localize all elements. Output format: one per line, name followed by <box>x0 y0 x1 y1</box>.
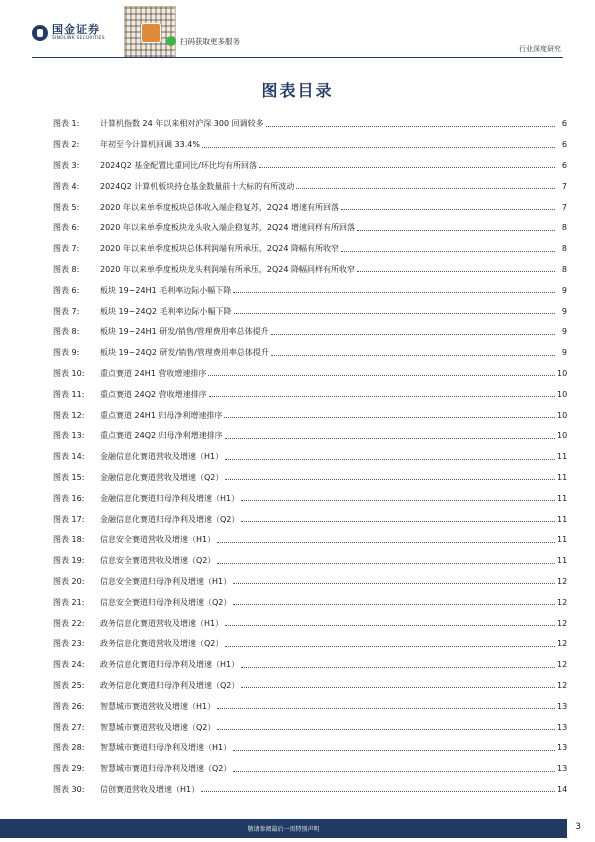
toc-entry[interactable] <box>53 488 567 509</box>
toc-entry-page: 11 <box>557 514 568 524</box>
toc-entry-label: 图表 7: <box>53 244 80 254</box>
toc-entry-label: 图表 21: <box>53 597 85 607</box>
toc-entry[interactable] <box>53 426 567 447</box>
toc-entry-page: 12 <box>557 639 568 649</box>
toc-entry-page: 6 <box>561 160 567 170</box>
toc-entry-title: 金融信息化赛道营收及增速（Q2） <box>100 472 224 482</box>
toc-entry-title: 重点赛道 24Q2 归母净利增速排序 <box>100 431 223 441</box>
toc-entry-title: 2020 年以来单季度板块总体利润端有所承压，2Q24 降幅有所收窄 <box>100 244 340 254</box>
toc-entry-title: 金融信息化赛道归母净利及增速（H1） <box>100 493 240 503</box>
toc-dot-leader <box>208 369 555 376</box>
toc-entry[interactable] <box>53 197 567 218</box>
toc-entry-label: 图表 3: <box>53 160 80 170</box>
toc-entry-page: 12 <box>557 597 568 607</box>
toc-entry-title: 金融信息化赛道营收及增速（H1） <box>100 452 224 462</box>
toc-entry-label: 图表 16: <box>53 493 85 503</box>
toc-dot-leader <box>209 390 555 397</box>
toc-dot-leader <box>241 661 555 668</box>
toc-entry-page: 12 <box>557 680 568 690</box>
toc-dot-leader <box>225 619 555 626</box>
logo-text <box>52 24 105 42</box>
toc-entry[interactable] <box>53 135 567 156</box>
toc-dot-leader <box>341 203 555 210</box>
toc-entry[interactable] <box>53 551 567 572</box>
toc-entry[interactable] <box>53 759 567 780</box>
toc-entry[interactable] <box>53 218 567 239</box>
toc-dot-leader <box>217 557 555 564</box>
toc-dot-leader <box>217 702 555 709</box>
toc-dot-leader <box>357 265 555 272</box>
toc-title: 图表目录 <box>261 81 334 100</box>
toc-dot-leader <box>341 245 555 252</box>
toc-dot-leader <box>266 120 555 127</box>
toc-entry-page: 9 <box>561 327 567 337</box>
toc-entry[interactable] <box>53 260 567 281</box>
toc-dot-leader <box>357 224 555 231</box>
toc-entry-page: 13 <box>557 722 568 732</box>
qr-code-icon[interactable] <box>124 6 176 58</box>
toc-entry-label: 图表 22: <box>53 618 85 628</box>
toc-entry-title: 重点赛道 24H1 归母净利增速排序 <box>100 410 223 420</box>
toc-entry-page: 9 <box>561 306 567 316</box>
toc-entry[interactable] <box>53 572 567 593</box>
toc-entry[interactable] <box>53 738 567 759</box>
toc-dot-leader <box>233 744 555 751</box>
toc-entry-page: 8 <box>561 244 567 254</box>
toc-entry[interactable] <box>53 592 567 613</box>
toc-entry-label: 图表 12: <box>53 410 85 420</box>
logo-mark-icon <box>32 25 48 41</box>
toc-entry-label: 图表 15: <box>53 472 85 482</box>
scan-service-text: 扫码获取更多服务 <box>180 37 240 46</box>
company-logo <box>32 24 105 42</box>
toc-entry-page: 12 <box>557 576 568 586</box>
toc-entry-page: 7 <box>561 202 567 212</box>
toc-entry-page: 13 <box>557 764 568 774</box>
toc-entry-title: 信息安全赛道营收及增速（Q2） <box>100 556 216 566</box>
logo-cn: 国金证券 <box>52 23 100 36</box>
toc-entry-label: 图表 26: <box>53 701 85 711</box>
qr-center-logo-icon <box>141 23 161 43</box>
toc-entry-label: 图表 29: <box>53 764 85 774</box>
toc-entry-label: 图表 2: <box>53 140 80 150</box>
toc-entry-label: 图表 6: <box>53 285 80 295</box>
toc-entry-title: 2020 年以来单季度板块龙头收入端企稳复苏，2Q24 增速同样有所回落 <box>100 223 356 233</box>
toc-entry-page: 10 <box>557 410 568 420</box>
toc-dot-leader <box>224 411 555 418</box>
toc-entry-page: 6 <box>561 119 567 129</box>
footer-disclaimer-link[interactable]: 敬请参阅最后一页特别声明 <box>247 826 320 833</box>
toc-entry[interactable] <box>53 530 567 551</box>
page-header <box>0 0 595 62</box>
report-type-label: 行业深度研究 <box>519 45 561 53</box>
toc-dot-leader <box>296 182 555 189</box>
page-number: 3 <box>575 822 581 832</box>
toc-entry[interactable] <box>53 696 567 717</box>
toc-entry-title: 智慧城市赛道归母净利及增速（H1） <box>100 743 232 753</box>
toc-entry-title: 2024Q2 基金配置比重同比/环比均有所回落 <box>100 160 257 170</box>
toc-entry[interactable] <box>53 447 567 468</box>
toc-entry[interactable] <box>53 405 567 426</box>
toc-entry-label: 图表 27: <box>53 722 85 732</box>
toc-entry-label: 图表 7: <box>53 306 80 316</box>
toc-entry-title: 年初至今计算机回调 33.4% <box>100 140 200 150</box>
toc-entry-title: 信息安全赛道营收及增速（H1） <box>100 535 216 545</box>
toc-entry-page: 10 <box>557 368 568 378</box>
toc-entry[interactable] <box>53 343 567 364</box>
toc-dot-leader <box>259 161 555 168</box>
toc-entry-title: 智慧城市赛道营收及增速（H1） <box>100 701 216 711</box>
toc-entry-title: 2024Q2 计算机板块持仓基金数量前十大标的有所波动 <box>100 181 295 191</box>
toc-entry-label: 图表 17: <box>53 514 85 524</box>
toc-entry[interactable] <box>53 509 567 530</box>
toc-entry-title: 重点赛道 24Q2 营收增速排序 <box>100 389 207 399</box>
toc-dot-leader <box>271 349 555 356</box>
toc-entry-page: 11 <box>557 556 568 566</box>
toc-entry-title: 2020 年以来单季度板块龙头利润端有所承压，2Q24 降幅同样有所收窄 <box>100 264 356 274</box>
toc-entry[interactable] <box>53 676 567 697</box>
toc-entry-title: 信息安全赛道归母净利及增速（H1） <box>100 576 232 586</box>
toc-entry-page: 11 <box>557 472 568 482</box>
toc-entry[interactable] <box>53 780 567 801</box>
toc-entry[interactable] <box>53 156 567 177</box>
toc-dot-leader <box>225 640 555 647</box>
toc-entry-label: 图表 1: <box>53 119 80 129</box>
toc-dot-leader <box>271 328 555 335</box>
toc-entry-page: 9 <box>561 285 567 295</box>
toc-entry-label: 图表 8: <box>53 327 80 337</box>
toc-entry-page: 10 <box>557 389 568 399</box>
toc-entry-title: 板块 19~24H1 毛利率边际小幅下降 <box>100 285 232 295</box>
toc-entry[interactable] <box>53 468 567 489</box>
toc-entry-label: 图表 5: <box>53 202 80 212</box>
toc-entry-page: 10 <box>557 431 568 441</box>
toc-entry-title: 信息安全赛道归母净利及增速（Q2） <box>100 597 232 607</box>
toc-entry-label: 图表 6: <box>53 223 80 233</box>
toc-entry-title: 信创赛道营收及增速（H1） <box>100 784 200 794</box>
toc-dot-leader <box>233 286 555 293</box>
toc-entry[interactable] <box>53 384 567 405</box>
toc-entry-title: 板块 19~24Q2 研发/销售/管理费用率总体提升 <box>100 348 269 358</box>
toc-dot-leader <box>234 307 555 314</box>
toc-entry-label: 图表 28: <box>53 743 85 753</box>
logo-en: SINOLINK SECURITIES <box>52 36 105 41</box>
toc-entry-title: 智慧城市赛道归母净利及增速（Q2） <box>100 764 232 774</box>
toc-dot-leader <box>241 494 555 501</box>
toc-entry-label: 图表 4: <box>53 181 80 191</box>
toc-entry-label: 图表 11: <box>53 389 85 399</box>
toc-list <box>53 114 567 800</box>
toc-entry-label: 图表 30: <box>53 784 85 794</box>
toc-entry-title: 计算机指数 24 年以来相对沪深 300 回调较多 <box>100 119 264 129</box>
toc-entry-page: 14 <box>557 784 568 794</box>
toc-entry-page: 11 <box>557 452 568 462</box>
toc-entry-page: 13 <box>557 701 568 711</box>
toc-entry[interactable] <box>53 634 567 655</box>
toc-entry-page: 6 <box>561 140 567 150</box>
toc-entry-label: 图表 18: <box>53 535 85 545</box>
toc-entry-title: 政务信息化赛道归母净利及增速（H1） <box>100 660 240 670</box>
toc-entry[interactable] <box>53 717 567 738</box>
toc-dot-leader <box>225 432 555 439</box>
toc-entry-page: 8 <box>561 264 567 274</box>
toc-entry[interactable] <box>53 280 567 301</box>
toc-entry[interactable] <box>53 176 567 197</box>
toc-dot-leader <box>202 141 555 148</box>
toc-dot-leader <box>217 536 555 543</box>
toc-entry[interactable] <box>53 655 567 676</box>
toc-entry-title: 智慧城市赛道营收及增速（Q2） <box>100 722 216 732</box>
toc-entry-title: 板块 19~24H1 研发/销售/管理费用率总体提升 <box>100 327 269 337</box>
toc-dot-leader <box>233 577 555 584</box>
toc-entry-label: 图表 19: <box>53 556 85 566</box>
toc-dot-leader <box>233 765 555 772</box>
toc-entry-title: 2020 年以来单季度板块总体收入端企稳复苏，2Q24 增速有所回落 <box>100 202 340 212</box>
toc-entry-label: 图表 25: <box>53 680 85 690</box>
header-divider <box>32 57 563 58</box>
toc-entry-page: 8 <box>561 223 567 233</box>
toc-entry[interactable] <box>53 114 567 135</box>
toc-entry-page: 9 <box>561 348 567 358</box>
toc-entry[interactable] <box>53 613 567 634</box>
toc-dot-leader <box>241 681 555 688</box>
toc-entry-page: 12 <box>557 660 568 670</box>
toc-entry-label: 图表 20: <box>53 576 85 586</box>
toc-entry[interactable] <box>53 301 567 322</box>
toc-entry-label: 图表 14: <box>53 452 85 462</box>
toc-entry-page: 13 <box>557 743 568 753</box>
toc-dot-leader <box>225 473 555 480</box>
toc-entry[interactable] <box>53 239 567 260</box>
toc-entry-label: 图表 24: <box>53 660 85 670</box>
toc-entry[interactable] <box>53 364 567 385</box>
toc-entry-page: 11 <box>557 493 568 503</box>
toc-entry-page: 11 <box>557 535 568 545</box>
toc-entry-title: 重点赛道 24H1 营收增速排序 <box>100 368 207 378</box>
wechat-icon <box>166 36 176 46</box>
toc-dot-leader <box>233 598 555 605</box>
toc-entry-label: 图表 8: <box>53 264 80 274</box>
toc-entry-page: 12 <box>557 618 568 628</box>
toc-entry-title: 政务信息化赛道归母净利及增速（Q2） <box>100 680 240 690</box>
toc-dot-leader <box>201 785 555 792</box>
toc-dot-leader <box>217 723 555 730</box>
toc-entry-label: 图表 9: <box>53 348 80 358</box>
toc-entry-title: 金融信息化赛道归母净利及增速（Q2） <box>100 514 240 524</box>
toc-dot-leader <box>241 515 555 522</box>
toc-entry-page: 7 <box>561 181 567 191</box>
toc-entry-title: 板块 19~24Q2 毛利率边际小幅下降 <box>100 306 232 316</box>
toc-entry-title: 政务信息化赛道营收及增速（H1） <box>100 618 224 628</box>
toc-entry-label: 图表 13: <box>53 431 85 441</box>
toc-entry-title: 政务信息化赛道营收及增速（Q2） <box>100 639 224 649</box>
toc-entry-label: 图表 10: <box>53 368 85 378</box>
toc-entry-label: 图表 23: <box>53 639 85 649</box>
toc-dot-leader <box>225 453 555 460</box>
toc-entry[interactable] <box>53 322 567 343</box>
